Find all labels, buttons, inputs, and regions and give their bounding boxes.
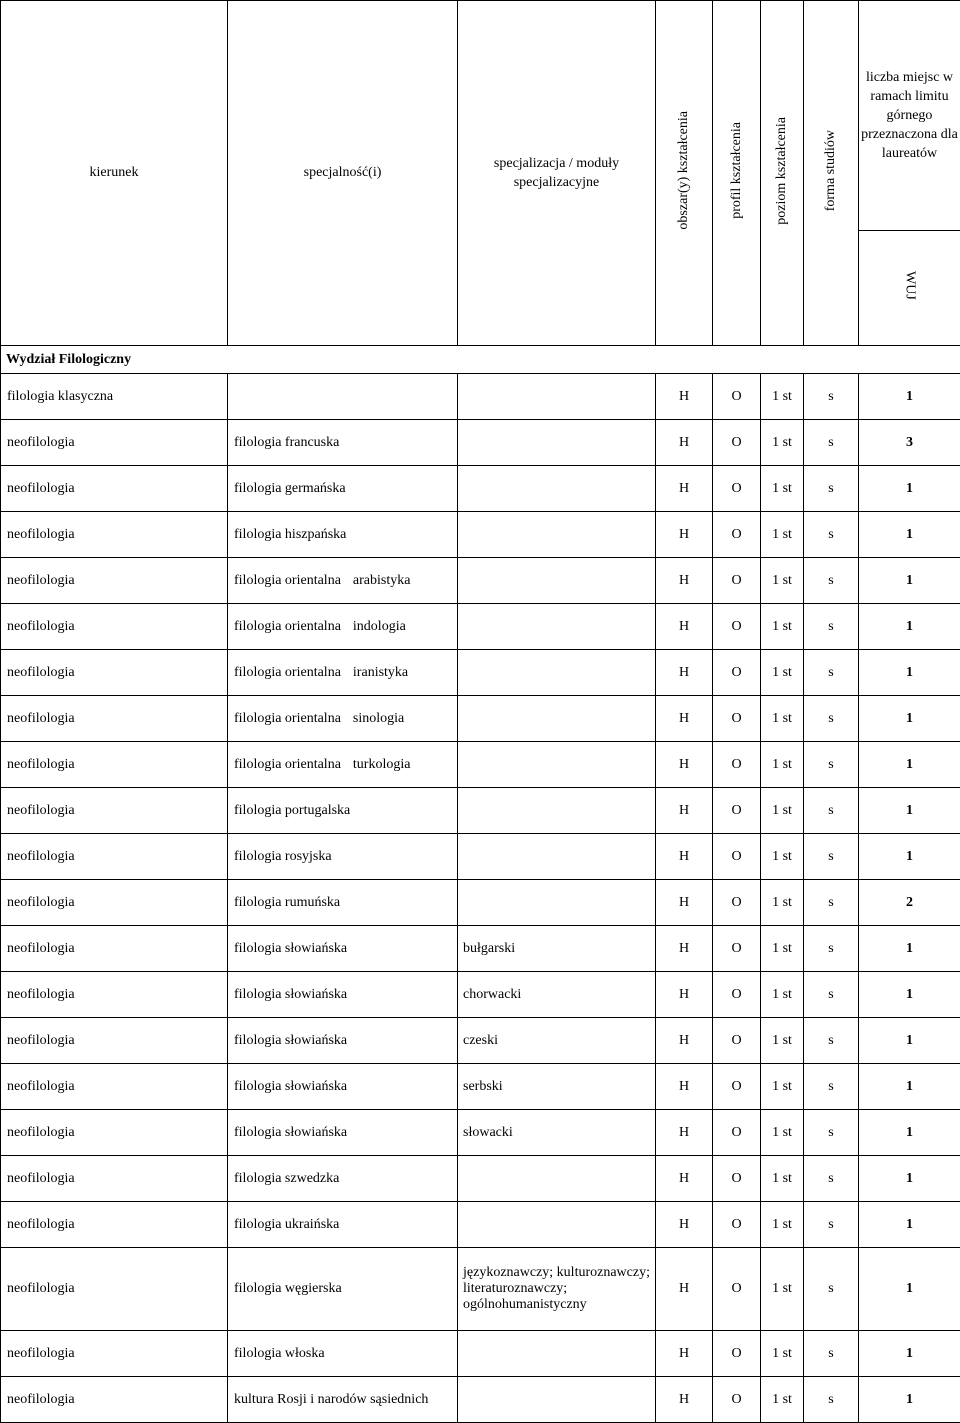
cell-poziom: 1 st (761, 374, 804, 420)
cell-specjalnosc (228, 1202, 458, 1248)
cell-obszar: H (656, 1064, 713, 1110)
header-kierunek: kierunek (1, 1, 228, 346)
cell-poziom: 1 st (761, 1202, 804, 1248)
cell-specjalnosc (228, 788, 458, 834)
table-row (1, 880, 960, 926)
cell-poziom: 1 st (761, 512, 804, 558)
cell-specjalnosc (228, 926, 458, 972)
specjalnosc-text: kultura Rosji i narodów sąsiednich (234, 1392, 428, 1407)
cell-profil: O (713, 1064, 761, 1110)
cell-poziom: 1 st (761, 604, 804, 650)
cell-obszar: H (656, 880, 713, 926)
cell-profil: O (713, 1202, 761, 1248)
cell-kierunek: neofilologia (1, 420, 228, 466)
cell-forma: s (804, 1110, 859, 1156)
cell-specjalnosc (228, 1156, 458, 1202)
cell-profil: O (713, 834, 761, 880)
table-row (1, 972, 960, 1018)
cell-kierunek: neofilologia (1, 1156, 228, 1202)
table-row (1, 604, 960, 650)
cell-forma: s (804, 926, 859, 972)
cell-profil: O (713, 420, 761, 466)
table-row (1, 1377, 960, 1423)
specjalnosc-text: filologia orientalna (234, 573, 341, 588)
cell-specjalizacja (458, 650, 656, 696)
cell-obszar: H (656, 926, 713, 972)
table-row (1, 926, 960, 972)
specjalnosc-text: filologia słowiańska (234, 1079, 347, 1094)
cell-obszar: H (656, 834, 713, 880)
specjalnosc-text: filologia słowiańska (234, 1125, 347, 1140)
cell-kierunek: neofilologia (1, 834, 228, 880)
cell-poziom: 1 st (761, 1331, 804, 1377)
cell-profil: O (713, 1110, 761, 1156)
cell-forma: s (804, 512, 859, 558)
cell-specjalnosc (228, 604, 458, 650)
cell-profil: O (713, 604, 761, 650)
cell-specjalnosc (228, 696, 458, 742)
cell-forma: s (804, 880, 859, 926)
cell-specjalnosc (228, 650, 458, 696)
cell-kierunek: neofilologia (1, 1377, 228, 1423)
specjalnosc-text: filologia rosyjska (234, 849, 332, 864)
cell-forma: s (804, 420, 859, 466)
cell-limit: 1 (859, 1064, 960, 1110)
cell-profil: O (713, 880, 761, 926)
cell-specjalizacja (458, 742, 656, 788)
header-liczba-miejsc: liczba miejsc w ramach limitu górnego przeznaczona dla laureatów (859, 1, 960, 231)
cell-poziom: 1 st (761, 742, 804, 788)
cell-specjalizacja: serbski (458, 1064, 656, 1110)
table-row (1, 650, 960, 696)
cell-limit: 2 (859, 880, 960, 926)
cell-kierunek: neofilologia (1, 1202, 228, 1248)
cell-poziom: 1 st (761, 926, 804, 972)
table-row (1, 696, 960, 742)
cell-kierunek: neofilologia (1, 742, 228, 788)
cell-forma: s (804, 650, 859, 696)
cell-limit: 1 (859, 604, 960, 650)
table-row (1, 1202, 960, 1248)
header-forma: forma studiów (804, 1, 859, 346)
cell-forma: s (804, 696, 859, 742)
specjalnosc-sub-text: iranistyka (353, 665, 408, 680)
cell-obszar: H (656, 1156, 713, 1202)
cell-obszar: H (656, 420, 713, 466)
cell-specjalizacja: bułgarski (458, 926, 656, 972)
cell-poziom: 1 st (761, 650, 804, 696)
specjalnosc-text: filologia ukraińska (234, 1217, 339, 1232)
cell-forma: s (804, 1331, 859, 1377)
cell-obszar: H (656, 650, 713, 696)
cell-forma: s (804, 1248, 859, 1331)
cell-specjalizacja (458, 1331, 656, 1377)
header-specjalizacja: specjalizacja / moduły specjalizacyjne (458, 1, 656, 346)
cell-kierunek: filologia klasyczna (1, 374, 228, 420)
cell-obszar: H (656, 604, 713, 650)
cell-profil: O (713, 512, 761, 558)
cell-profil: O (713, 696, 761, 742)
cell-forma: s (804, 558, 859, 604)
table-row (1, 1248, 960, 1331)
cell-limit: 1 (859, 926, 960, 972)
cell-limit: 1 (859, 1331, 960, 1377)
cell-forma: s (804, 788, 859, 834)
section-title: Wydział Filologiczny (1, 346, 960, 374)
specjalnosc-text: filologia szwedzka (234, 1171, 339, 1186)
cell-obszar: H (656, 972, 713, 1018)
cell-limit: 1 (859, 1248, 960, 1331)
cell-specjalnosc (228, 558, 458, 604)
cell-specjalizacja (458, 834, 656, 880)
cell-limit: 1 (859, 650, 960, 696)
specjalnosc-text: filologia orientalna (234, 665, 341, 680)
cell-poziom: 1 st (761, 972, 804, 1018)
cell-limit: 1 (859, 1110, 960, 1156)
cell-forma: s (804, 374, 859, 420)
cell-specjalnosc (228, 1110, 458, 1156)
cell-limit: 1 (859, 1018, 960, 1064)
cell-poziom: 1 st (761, 1018, 804, 1064)
specjalnosc-text: filologia portugalska (234, 803, 350, 818)
cell-limit: 1 (859, 972, 960, 1018)
cell-kierunek: neofilologia (1, 650, 228, 696)
specjalnosc-text: filologia hiszpańska (234, 527, 346, 542)
cell-profil: O (713, 788, 761, 834)
cell-kierunek: neofilologia (1, 788, 228, 834)
table-row (1, 742, 960, 788)
cell-specjalnosc (228, 1377, 458, 1423)
cell-poziom: 1 st (761, 788, 804, 834)
cell-forma: s (804, 1064, 859, 1110)
cell-specjalnosc (228, 972, 458, 1018)
cell-kierunek: neofilologia (1, 972, 228, 1018)
cell-obszar: H (656, 1110, 713, 1156)
cell-specjalizacja (458, 880, 656, 926)
specjalnosc-sub-text: arabistyka (353, 573, 411, 588)
cell-specjalizacja: językoznawczy; kulturoznawczy; literaturoznawczy; ogólnohumanistyczny (458, 1248, 656, 1331)
cell-specjalnosc (228, 742, 458, 788)
cell-poziom: 1 st (761, 834, 804, 880)
table-row (1, 1064, 960, 1110)
cell-limit: 1 (859, 512, 960, 558)
cell-kierunek: neofilologia (1, 1248, 228, 1331)
cell-profil: O (713, 742, 761, 788)
cell-specjalnosc (228, 880, 458, 926)
cell-forma: s (804, 466, 859, 512)
cell-obszar: H (656, 1377, 713, 1423)
cell-specjalizacja (458, 1156, 656, 1202)
cell-kierunek: neofilologia (1, 512, 228, 558)
cell-specjalizacja (458, 466, 656, 512)
table-row (1, 1331, 960, 1377)
cell-forma: s (804, 834, 859, 880)
cell-kierunek: neofilologia (1, 880, 228, 926)
table-row (1, 420, 960, 466)
cell-specjalizacja: słowacki (458, 1110, 656, 1156)
cell-obszar: H (656, 742, 713, 788)
specjalnosc-text: filologia orientalna (234, 757, 341, 772)
specjalnosc-sub-text: sinologia (353, 711, 404, 726)
cell-forma: s (804, 604, 859, 650)
cell-specjalnosc (228, 466, 458, 512)
cell-limit: 1 (859, 1202, 960, 1248)
cell-poziom: 1 st (761, 1248, 804, 1331)
cell-limit: 3 (859, 420, 960, 466)
cell-specjalizacja (458, 788, 656, 834)
cell-poziom: 1 st (761, 1064, 804, 1110)
cell-poziom: 1 st (761, 420, 804, 466)
cell-profil: O (713, 650, 761, 696)
cell-specjalizacja (458, 696, 656, 742)
cell-forma: s (804, 1156, 859, 1202)
cell-specjalnosc (228, 1018, 458, 1064)
cell-forma: s (804, 1377, 859, 1423)
cell-limit: 1 (859, 696, 960, 742)
cell-specjalnosc (228, 1248, 458, 1331)
cell-limit: 1 (859, 1156, 960, 1202)
specjalnosc-text: filologia węgierska (234, 1281, 342, 1296)
cell-obszar: H (656, 1248, 713, 1331)
cell-specjalizacja (458, 420, 656, 466)
cell-obszar: H (656, 1202, 713, 1248)
cell-profil: O (713, 374, 761, 420)
cell-kierunek: neofilologia (1, 604, 228, 650)
cell-forma: s (804, 1018, 859, 1064)
cell-limit: 1 (859, 466, 960, 512)
table-row (1, 834, 960, 880)
cell-poziom: 1 st (761, 1377, 804, 1423)
cell-specjalnosc (228, 374, 458, 420)
cell-limit: 1 (859, 1377, 960, 1423)
specjalnosc-text: filologia słowiańska (234, 987, 347, 1002)
table-row (1, 1110, 960, 1156)
cell-poziom: 1 st (761, 1110, 804, 1156)
specjalnosc-text: filologia rumuńska (234, 895, 340, 910)
cell-poziom: 1 st (761, 466, 804, 512)
cell-specjalnosc (228, 512, 458, 558)
cell-specjalnosc (228, 834, 458, 880)
cell-kierunek: neofilologia (1, 696, 228, 742)
cell-limit: 1 (859, 834, 960, 880)
table-row (1, 512, 960, 558)
cell-profil: O (713, 1331, 761, 1377)
cell-kierunek: neofilologia (1, 1110, 228, 1156)
cell-specjalnosc (228, 1331, 458, 1377)
table-row (1, 1156, 960, 1202)
cell-specjalizacja (458, 1202, 656, 1248)
header-wuj: WUJ (859, 231, 960, 346)
cell-kierunek: neofilologia (1, 558, 228, 604)
specjalnosc-text: filologia francuska (234, 435, 339, 450)
specjalnosc-text: filologia włoska (234, 1346, 325, 1361)
cell-specjalizacja (458, 604, 656, 650)
cell-obszar: H (656, 788, 713, 834)
table-row (1, 466, 960, 512)
cell-obszar: H (656, 558, 713, 604)
cell-kierunek: neofilologia (1, 1064, 228, 1110)
cell-obszar: H (656, 512, 713, 558)
cell-forma: s (804, 1202, 859, 1248)
specjalnosc-text: filologia orientalna (234, 711, 341, 726)
cell-specjalnosc (228, 420, 458, 466)
cell-poziom: 1 st (761, 558, 804, 604)
header-poziom: poziom kształcenia (761, 1, 804, 346)
cell-profil: O (713, 1156, 761, 1202)
cell-poziom: 1 st (761, 880, 804, 926)
table-row (1, 374, 960, 420)
cell-kierunek: neofilologia (1, 926, 228, 972)
cell-specjalizacja: chorwacki (458, 972, 656, 1018)
cell-poziom: 1 st (761, 1156, 804, 1202)
cell-profil: O (713, 1018, 761, 1064)
table-row (1, 1018, 960, 1064)
cell-limit: 1 (859, 742, 960, 788)
cell-forma: s (804, 742, 859, 788)
cell-specjalizacja (458, 374, 656, 420)
cell-specjalnosc (228, 1064, 458, 1110)
cell-kierunek: neofilologia (1, 1331, 228, 1377)
specjalnosc-text: filologia orientalna (234, 619, 341, 634)
specjalnosc-text: filologia germańska (234, 481, 346, 496)
specjalnosc-text: filologia słowiańska (234, 1033, 347, 1048)
table-row (1, 558, 960, 604)
cell-profil: O (713, 926, 761, 972)
cell-profil: O (713, 558, 761, 604)
cell-forma: s (804, 972, 859, 1018)
table-row (1, 788, 960, 834)
cell-limit: 1 (859, 558, 960, 604)
cell-profil: O (713, 466, 761, 512)
cell-profil: O (713, 1248, 761, 1331)
cell-obszar: H (656, 696, 713, 742)
specjalnosc-text: filologia słowiańska (234, 941, 347, 956)
cell-poziom: 1 st (761, 696, 804, 742)
cell-obszar: H (656, 374, 713, 420)
header-specjalnosc: specjalność(i) (228, 1, 458, 346)
specjalnosc-sub-text: indologia (353, 619, 406, 634)
cell-obszar: H (656, 466, 713, 512)
specjalnosc-sub-text: turkologia (353, 757, 411, 772)
cell-specjalizacja (458, 1377, 656, 1423)
header-obszar: obszar(y) kształcenia (656, 1, 713, 346)
cell-profil: O (713, 1377, 761, 1423)
header-profil: profil kształcenia (713, 1, 761, 346)
cell-limit: 1 (859, 788, 960, 834)
cell-kierunek: neofilologia (1, 1018, 228, 1064)
cell-specjalizacja: czeski (458, 1018, 656, 1064)
cell-limit: 1 (859, 374, 960, 420)
cell-kierunek: neofilologia (1, 466, 228, 512)
cell-obszar: H (656, 1018, 713, 1064)
cell-specjalizacja (458, 558, 656, 604)
cell-profil: O (713, 972, 761, 1018)
cell-obszar: H (656, 1331, 713, 1377)
cell-specjalizacja (458, 512, 656, 558)
